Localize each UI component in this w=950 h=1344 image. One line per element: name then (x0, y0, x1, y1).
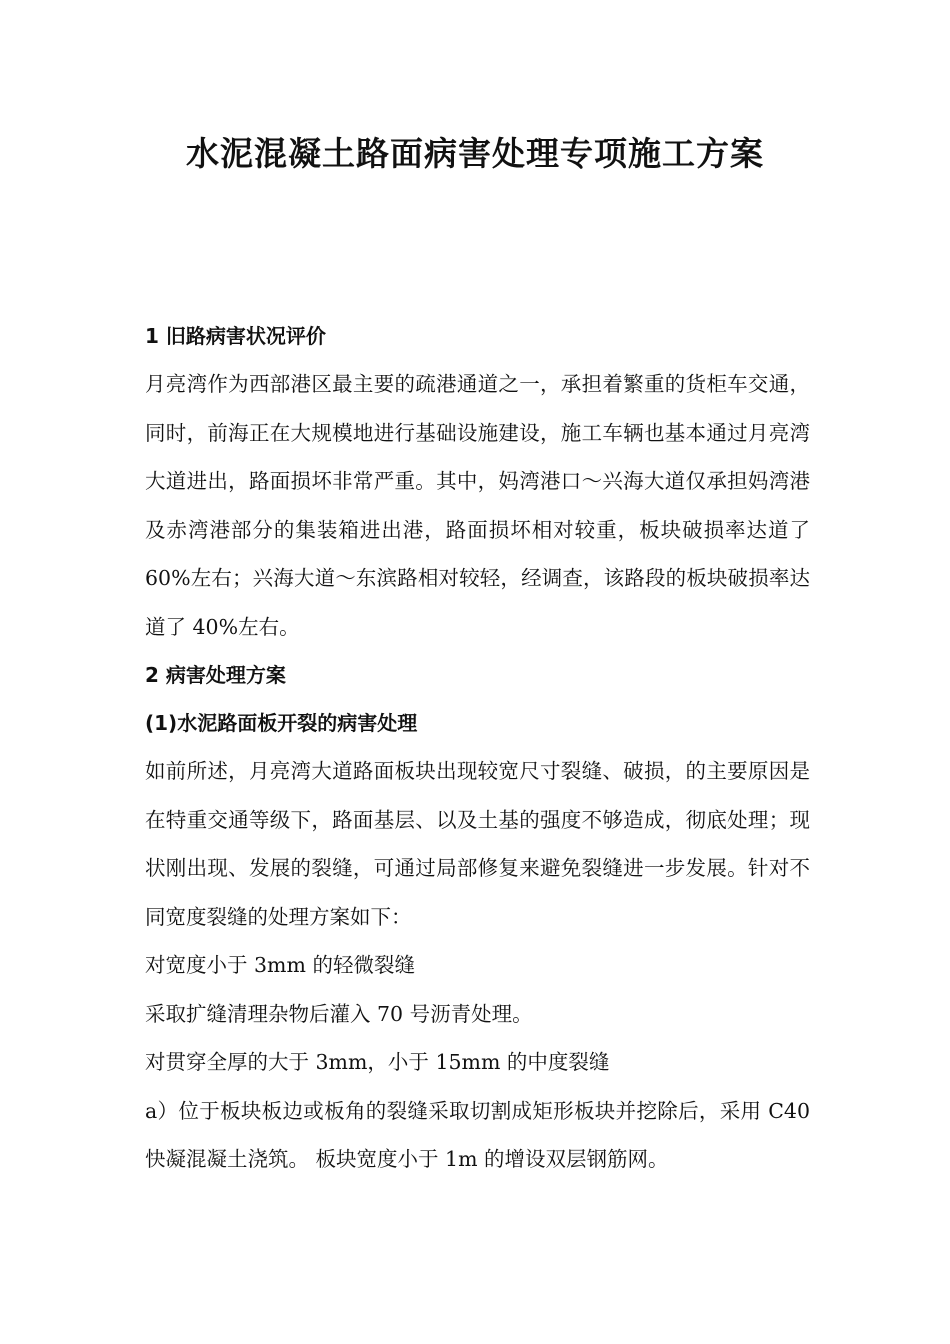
section-2-subheading-1: (1)水泥路面板开裂的病害处理 (145, 711, 418, 735)
section-1-paragraph: 月亮湾作为西部港区最主要的疏港通道之一，承担着繁重的货柜车交通，同时，前海正在大规模地进行基础设施建设，施工车辆也基本通过月亮湾大道进出，路面损坏非常严重。其中，妈湾港口～兴海大道仅承担妈湾港及赤湾港部分的集装箱进出港，路面损坏相对较重，板块破损率达道了 60%左右；兴海大道～东滨路相对较轻，经调查，该路段的板块破损率达道了 40%左右。 (145, 372, 810, 639)
section-2-paragraph-1: 如前所述，月亮湾大道路面板块出现较宽尺寸裂缝、破损，的主要原因是在特重交通等级下，路面基层、以及土基的强度不够造成，彻底处理；现状刚出现、发展的裂缝，可通过局部修复来避免裂缝进一步发展。针对不同宽度裂缝的处理方案如下： (145, 759, 810, 929)
section-2-paragraph-2: 对宽度小于 3mm 的轻微裂缝 (145, 953, 415, 977)
section-2-paragraph-4: 对贯穿全厚的大于 3mm，小于 15mm 的中度裂缝 (145, 1050, 610, 1074)
section-2-paragraph-5: a）位于板块板边或板角的裂缝采取切割成矩形板块并挖除后，采用 C40 快凝混凝土浇筑。 板块宽度小于 1m 的增设双层钢筋网。 (145, 1098, 810, 1171)
document-title: 水泥混凝土路面病害处理专项施工方案 (186, 134, 764, 173)
section-2-paragraph-3: 采取扩缝清理杂物后灌入 70 号沥青处理。 (145, 1001, 533, 1026)
document-body (145, 312, 810, 1184)
section-1-heading: 1 旧路病害状况评价 (145, 324, 326, 348)
section-2-heading: 2 病害处理方案 (145, 663, 286, 687)
